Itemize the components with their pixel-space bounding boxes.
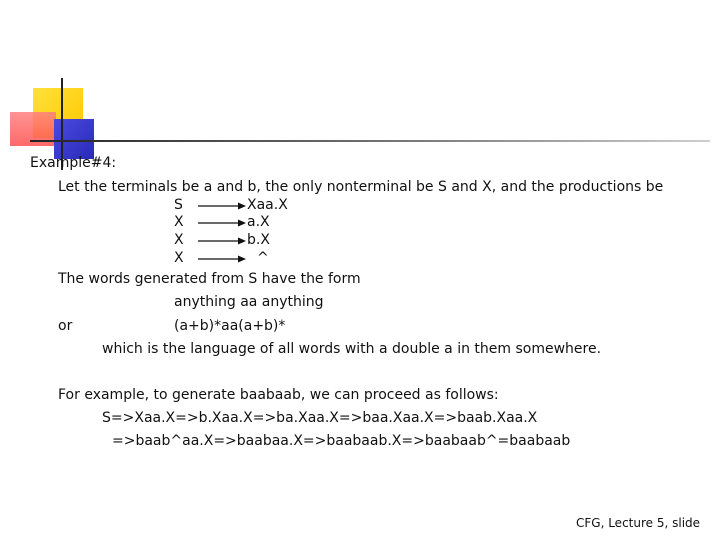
production-rhs-4: ^ bbox=[257, 250, 269, 266]
production-arrow-1 bbox=[198, 200, 248, 212]
example-heading: Example#4: bbox=[30, 155, 117, 171]
production-lhs-1: S bbox=[174, 197, 183, 213]
language-line: which is the language of all words with a double a in them somewhere. bbox=[102, 341, 602, 357]
production-lhs-2: X bbox=[174, 214, 184, 230]
production-rhs-2: a.X bbox=[247, 214, 270, 230]
regex-line: (a+b)*aa(a+b)* bbox=[174, 318, 286, 334]
production-arrow-3 bbox=[198, 235, 248, 247]
slide-footer: CFG, Lecture 5, slide bbox=[576, 516, 701, 530]
production-rhs-1: Xaa.X bbox=[247, 197, 288, 213]
derivation-line-2: =>baab^aa.X=>baabaa.X=>baabaab.X=>baabaab^=baabaab bbox=[112, 433, 571, 449]
production-arrow-2 bbox=[198, 217, 248, 229]
derivation-line-1: S=>Xaa.X=>b.Xaa.X=>ba.Xaa.X=>baa.Xaa.X=>baab.Xaa.X bbox=[102, 410, 538, 426]
production-lhs-4: X bbox=[174, 250, 184, 266]
production-rhs-3: b.X bbox=[247, 232, 270, 248]
blue-square bbox=[54, 119, 94, 159]
intro-line: Let the terminals be a and b, the only nonterminal be S and X, and the productions be bbox=[58, 179, 664, 195]
or-label: or bbox=[58, 318, 73, 334]
form-line: anything aa anything bbox=[174, 294, 324, 310]
production-arrow-4 bbox=[198, 253, 248, 265]
words-line: The words generated from S have the form bbox=[58, 271, 361, 287]
horizontal-rule bbox=[30, 140, 710, 142]
example-intro: For example, to generate baabaab, we can proceed as follows: bbox=[58, 387, 499, 403]
production-lhs-3: X bbox=[174, 232, 184, 248]
